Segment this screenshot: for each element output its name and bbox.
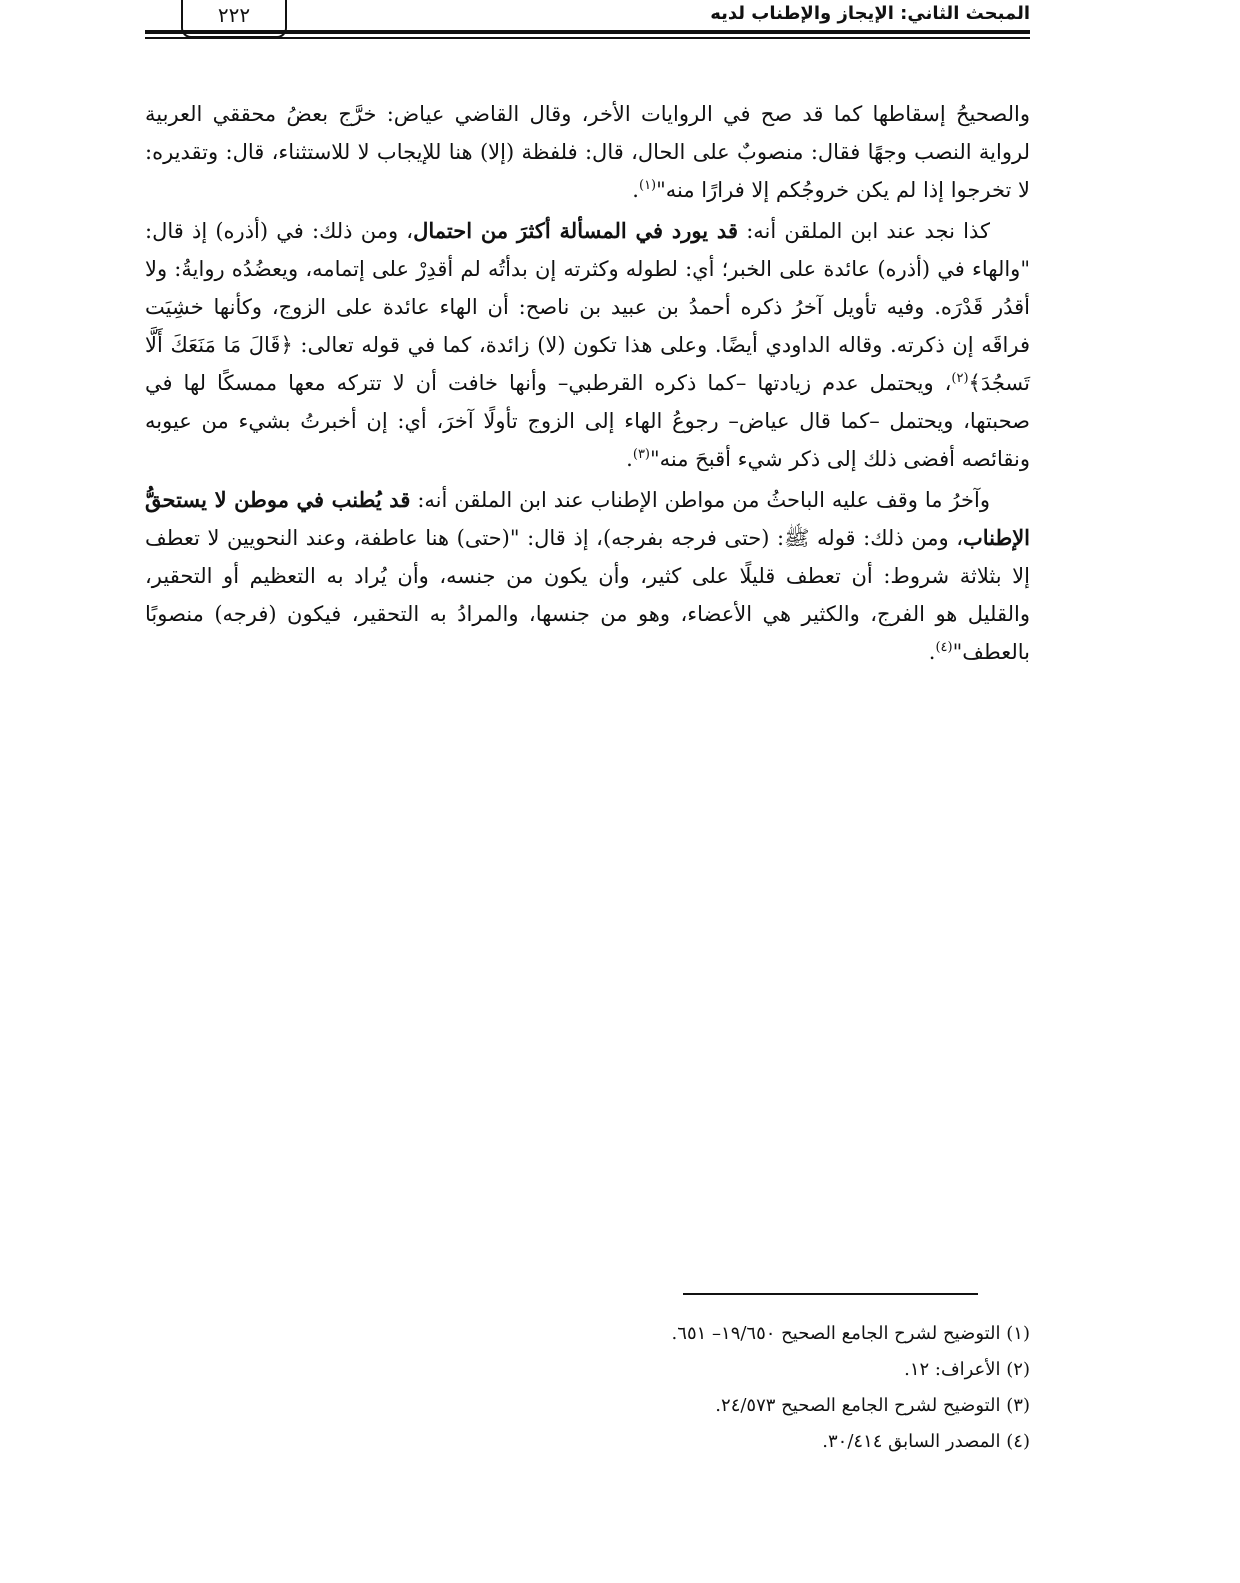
paragraph-3 — [145, 481, 1030, 671]
page-number: ٢٢٢ — [181, 0, 287, 38]
paragraph-2 — [145, 212, 1030, 478]
paragraph-text: ، ومن ذلك: قوله ﷺ: (حتى فرجه بفرجه)، إذ قال: "(حتى) هنا عاطفة، وعند النحويين لا تعطف إلا بثلاثة شروط: أن تعطف قليلًا على كثير، وأن يكون من جنسه، وأن يُراد به التعظيم أو التحقير، والقليل هو الفرج، والكثير هي الأعضاء، وهو من جنسها، والمرادُ به التحقير، فيكون (فرجه) منصوبًا بالعطف" — [145, 526, 1030, 664]
footnote-separator — [683, 1293, 978, 1295]
paragraph-text: كذا نجد عند ابن الملقن أنه: — [738, 219, 990, 243]
footnote-ref: (١) — [638, 178, 657, 193]
paragraph-end: . — [928, 640, 936, 664]
footnote-3: (٣) التوضيح لشرح الجامع الصحيح ٢٤/٥٧٣. — [715, 1395, 1030, 1416]
footnote-4: (٤) المصدر السابق ٣٠/٤١٤. — [822, 1431, 1030, 1452]
header-rule-thin — [145, 37, 1030, 39]
footnote-1: (١) التوضيح لشرح الجامع الصحيح ١٩/٦٥٠– ٦٥١. — [671, 1323, 1030, 1344]
footnote-ref: (٢) — [951, 371, 969, 386]
paragraph-text: والصحيحُ إسقاطها كما قد صح في الروايات الأخر، وقال القاضي عياض: خرَّج بعضُ محققي العربية لرواية النصب وجهًا فقال: منصوبٌ على الحال، قال: فلفظة (إلا) هنا للإيجاب لا للاستثناء، قال: وتقديره: لا تخرجوا إذا لم يكن خروجُكم إلا فرارًا منه" — [145, 102, 1030, 202]
paragraph-end: . — [632, 178, 639, 202]
paragraph-text: وآخرُ ما وقف عليه الباحثُ من مواطن الإطناب عند ابن الملقن أنه: — [410, 488, 990, 512]
paragraph-1 — [145, 95, 1030, 209]
emphasis-text: قد يورد في المسألة أكثرَ من احتمال — [413, 218, 738, 243]
paragraph-text: ، ويحتمل عدم زيادتها –كما ذكره القرطبي– وأنها خافت أن لا تتركه معها ممسكًا لها في صحبتها، ويحتمل –كما قال عياض– رجوعُ الهاء إلى الزوج تأولًا آخرَ، أي: إن أخبرتُ بشيء من عيوبه ونقائصه أفضى ذلك إلى ذكر شيء أقبحَ منه" — [145, 371, 1030, 471]
chapter-title: المبحث الثاني: الإيجاز والإطناب لديه — [710, 3, 1030, 24]
footnote-2: (٢) الأعراف: ١٢. — [904, 1359, 1030, 1380]
emphasis-text: قد يُطنب في موطن لا يستحقُّ الإطناب — [145, 487, 1030, 550]
body-text — [145, 95, 1030, 674]
paragraph-text: ، ومن ذلك: في (أذره) إذ قال: "والهاء في (أذره) عائدة على الخبر؛ أي: لطوله وكثرته إن بدأتُه لم أقدِرْ على إتمامه، ويعضُدُه روايةُ: ولا أقدُر قَدْرَه. وفيه تأويل آخرُ ذكره أحمدُ بن عبيد بن ناصح: أن الهاء عائدة على الزوج، وكأنها خشِيَت فراقَه إن ذكرته. وقاله الداودي أيضًا. وعلى هذا تكون (لا) زائدة، كما في قوله تعالى: ﴿قَالَ مَا مَنَعَكَ أَلَّا تَسجُدَ﴾ — [145, 219, 1030, 395]
page-header — [145, 0, 1030, 44]
footnotes — [145, 1316, 1030, 1460]
paragraph-end: . — [626, 447, 633, 471]
footnote-ref: (٣) — [632, 447, 650, 462]
footnote-ref: (٤) — [935, 640, 953, 655]
header-rule-thick — [145, 30, 1030, 34]
